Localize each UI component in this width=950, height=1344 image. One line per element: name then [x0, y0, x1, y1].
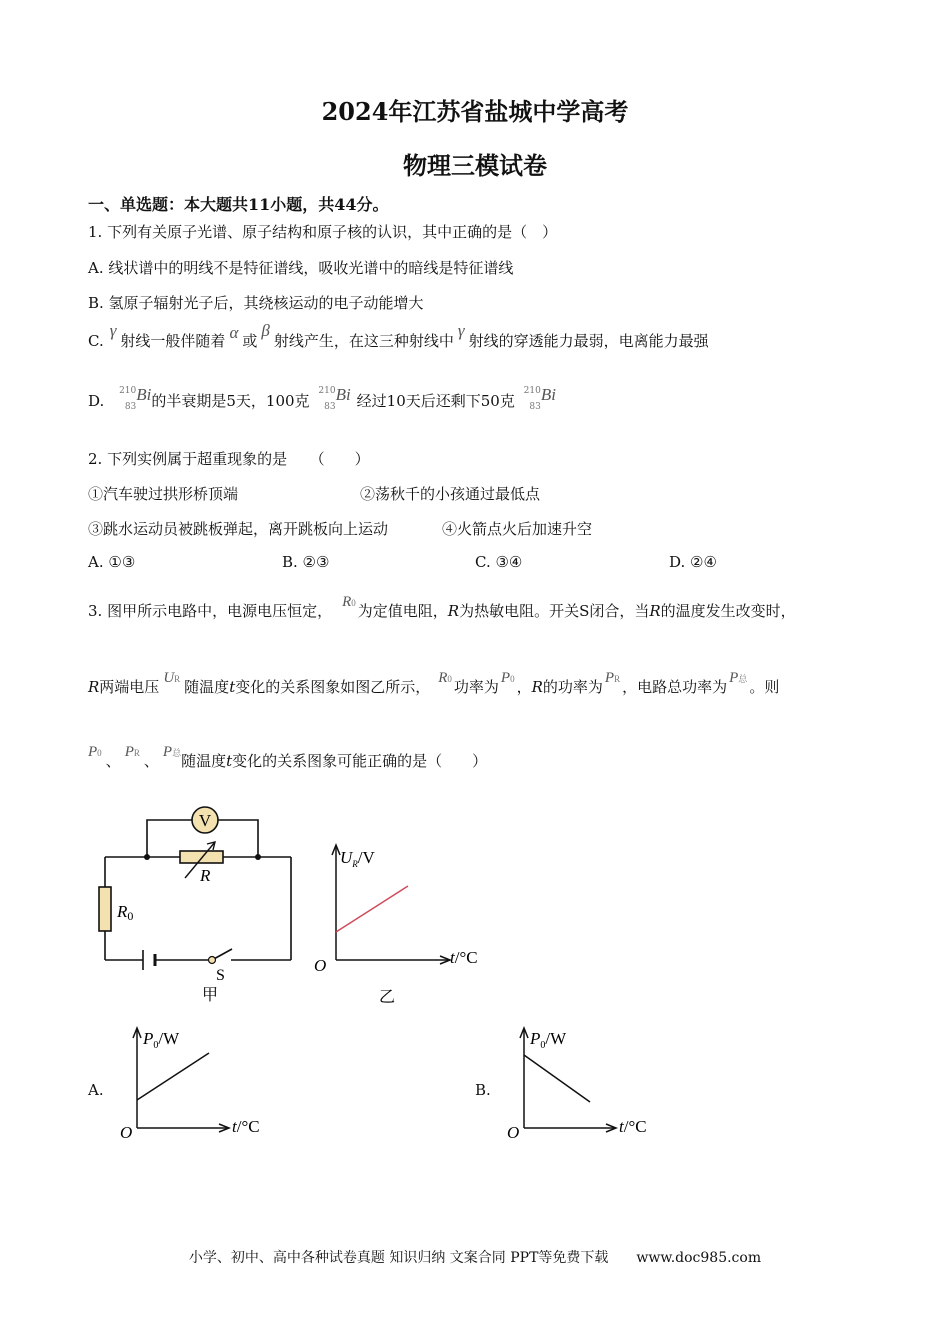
q3-line-1: 3. 图甲所示电路中，电源电压恒定， R0 为定值电阻，R为热敏电阻。开关S闭合，当R的温度发生改变时， — [88, 594, 796, 620]
graph-yi — [310, 835, 500, 1010]
thermistor-label: R — [200, 866, 211, 885]
option-b-xlabel: t/°C — [619, 1117, 647, 1136]
q2-option-c: C. ③④ — [475, 553, 523, 571]
figure-caption-yi: 乙 — [378, 989, 396, 1006]
graph-yi-origin: O — [314, 956, 327, 975]
circuit-diagram — [95, 790, 305, 1005]
fixed-resistor-icon — [99, 887, 111, 931]
section-heading: 一、单选题：本大题共11小题，共44分。 — [88, 195, 389, 214]
page-subtitle: 物理三模试卷 — [403, 151, 547, 180]
q2-item-3: ③跳水运动员被跳板弹起，离开跳板向上运动 — [88, 520, 389, 538]
q2-item-1: ①汽车驶过拱形桥顶端 — [88, 485, 239, 503]
q1-option-d: D. 210 83 Bi的半衰期是5天，100克 210 83 Bi 经过10天后还剩下50克 210 83 Bi — [88, 385, 556, 412]
voltmeter-label: V — [198, 811, 212, 830]
graph-yi-xlabel: t/°C — [450, 948, 478, 967]
thermistor-icon — [180, 851, 223, 863]
q3-line-2: R两端电压 UR 随温度t变化的关系图象如图乙所示， R0 功率为 P0 ，R的功率为 PR ，电路总功率为 P总 。则 — [88, 670, 780, 696]
graph-yi-series-line — [336, 886, 408, 932]
option-b-origin: O — [507, 1123, 520, 1142]
page-title: 2024年江苏省盐城中学高考 — [321, 97, 629, 126]
option-a-xlabel: t/°C — [232, 1117, 260, 1136]
page-footer: 小学、初中、高中各种试卷真题 知识归纳 文案合同 PPT等免费下载 www.doc985.com — [188, 1250, 762, 1266]
option-a-ylabel: $P_0/W$ — [143, 1029, 180, 1051]
q1-option-c: C.γ射线一般伴随着 α 或β射线产生，在这三种射线中γ射线的穿透能力最弱，电离能力最强 — [88, 321, 709, 350]
q2-option-a: A. ①③ — [88, 553, 136, 571]
q1-stem: 1. 下列有关原子光谱、原子结构和原子核的认识，其中正确的是（ ） — [88, 223, 558, 241]
q2-item-4: ④火箭点火后加速升空 — [442, 520, 593, 538]
q3-line-3: P0 、 PR 、 P总随温度t变化的关系图象可能正确的是（ ） — [88, 744, 488, 770]
fixed-resistor-label: R0 — [117, 902, 134, 923]
option-b-series-line — [524, 1055, 590, 1102]
q3-option-b-graph — [502, 1020, 672, 1145]
option-a-series-line — [137, 1053, 209, 1100]
option-a-origin: O — [120, 1123, 133, 1142]
q2-option-d: D. ②④ — [669, 553, 717, 571]
q1-option-a: A. 线状谱中的明线不是特征谱线，吸收光谱中的暗线是特征谱线 — [88, 259, 514, 277]
q3-option-b-label: B. — [475, 1081, 491, 1099]
q3-option-a-label: A. — [88, 1081, 104, 1099]
graph-yi-ylabel: $U_R/V$ — [340, 848, 375, 869]
q3-option-a-graph — [115, 1020, 285, 1145]
q1-option-b: B. 氢原子辐射光子后，其绕核运动的电子动能增大 — [88, 294, 424, 312]
option-b-ylabel: $P_0/W$ — [530, 1029, 567, 1051]
q2-item-2: ②荡秋千的小孩通过最低点 — [360, 485, 541, 503]
figure-caption-jia: 甲 — [201, 987, 219, 1004]
switch-label: S — [216, 967, 225, 984]
q2-stem: 2. 下列实例属于超重现象的是 （ ） — [88, 450, 370, 468]
q2-option-b: B. ②③ — [282, 553, 330, 571]
